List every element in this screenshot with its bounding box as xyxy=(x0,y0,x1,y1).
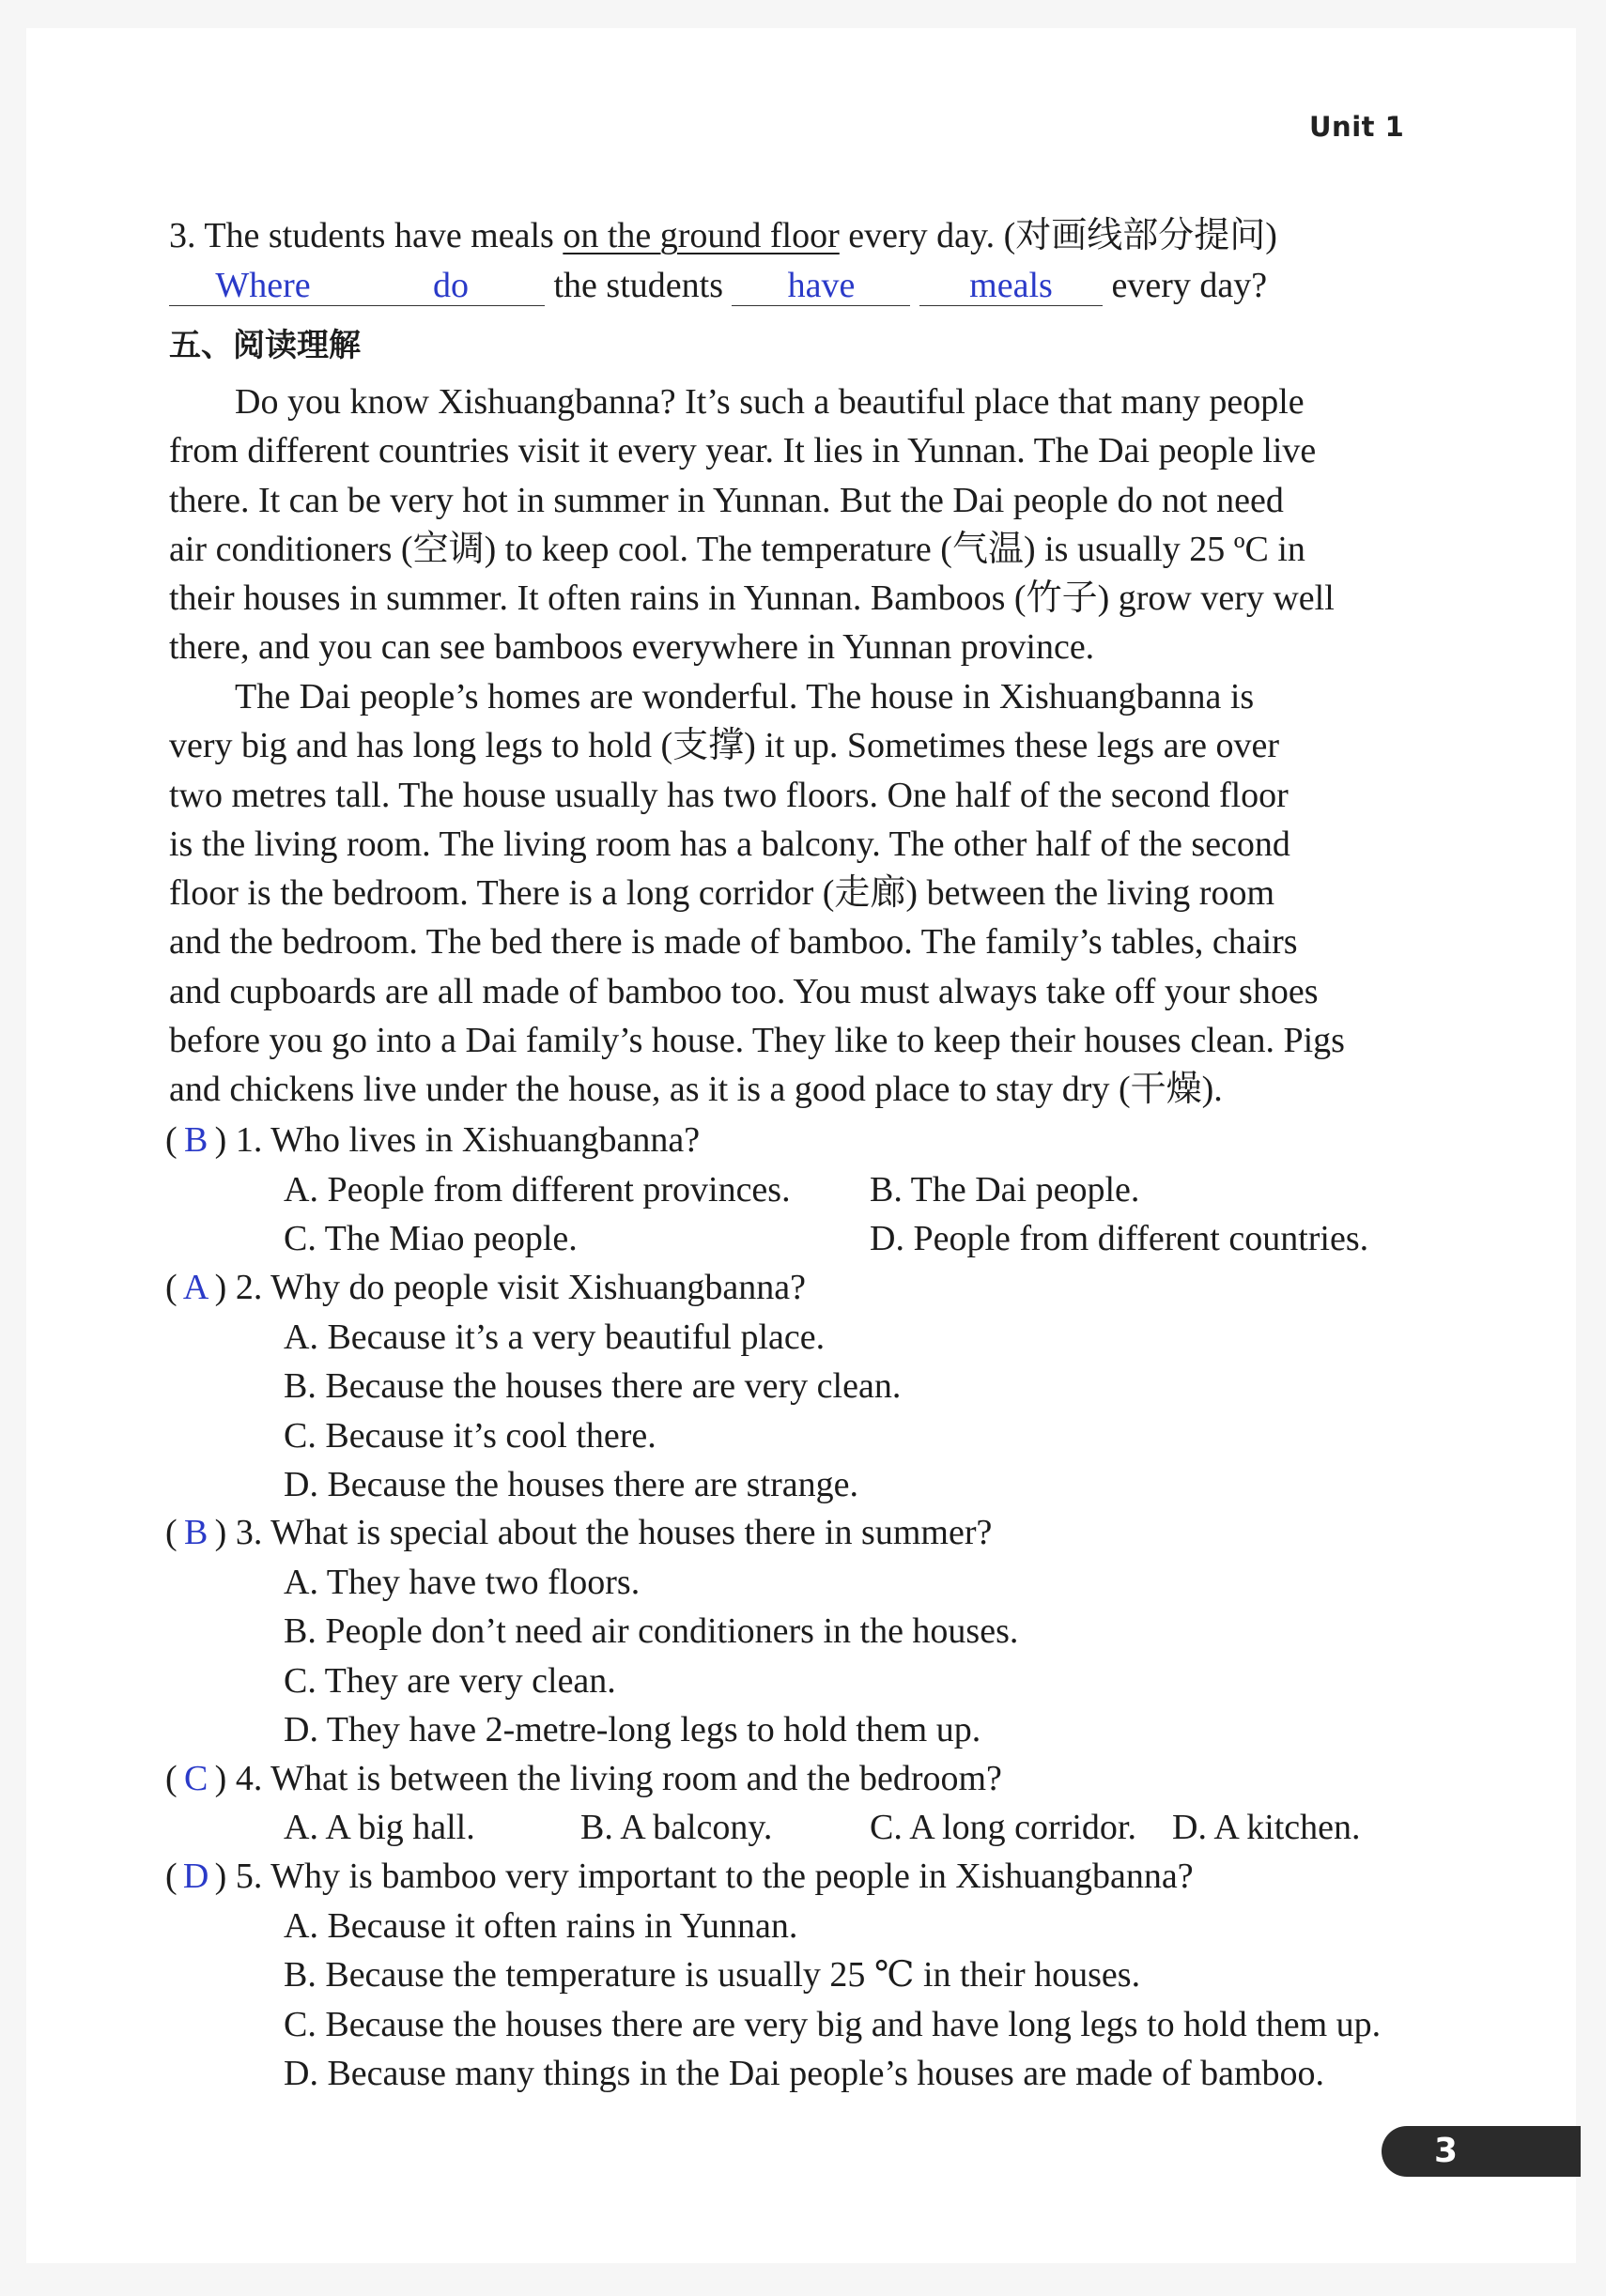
question-1: ( B ) 1. Who lives in Xishuangbanna? xyxy=(165,1116,700,1164)
answer-4[interactable]: C xyxy=(183,1759,208,1798)
q3-options xyxy=(284,1558,1018,1754)
q5-option-a: A. Because it often rains in Yunnan. xyxy=(284,1906,798,1946)
q4-option-c: C. A long corridor. xyxy=(870,1808,1136,1847)
q5-option-d: D. Because many things in the Dai people’s houses are made of bamboo. xyxy=(284,2053,1325,2093)
answer-2[interactable]: A xyxy=(182,1268,209,1307)
q3-option-a: A. They have two floors. xyxy=(284,1563,641,1602)
q2-option-d: D. Because the houses there are strange. xyxy=(284,1464,858,1504)
q2-option-a: A. Because it’s a very beautiful place. xyxy=(284,1318,826,1357)
question-4: ( C ) 4. What is between the living room and the bedroom? xyxy=(165,1754,1002,1803)
q1-option-b: B. The Dai people. xyxy=(870,1170,1140,1210)
answer-3[interactable]: B xyxy=(183,1513,208,1552)
q4-option-a: A. A big hall. xyxy=(284,1808,475,1847)
section-heading: 五、阅读理解 xyxy=(169,327,361,364)
q3-option-b: B. People don’t need air conditioners in the houses. xyxy=(284,1611,1019,1652)
q3-prompt: 3. The students have meals on the ground floor every day. (对画线部分提问) xyxy=(169,216,1277,255)
q2-option-b: B. Because the houses there are very clean. xyxy=(284,1366,902,1407)
q3-option-c: C. They are very clean. xyxy=(284,1660,616,1701)
question-3: ( B ) 3. What is special about the houses there in summer? xyxy=(165,1508,992,1557)
answer-blank-1[interactable]: Where xyxy=(169,264,357,306)
q3-answer-line: Where do the students have meals every day? xyxy=(169,261,1267,310)
underlined-phrase: on the ground floor xyxy=(563,216,840,255)
passage-paragraph-1: Do you know Xishuangbanna? It’s such a beautiful place that many people from different countries visit it every year. It lies in Yunnan. The Dai people live there. It can be very hot in summer in Yunnan. But the Dai people do not need air conditioners (空调) to keep cool. The temperature (气温) is usually 25 ºC in their houses in summer. It often rains in Yunnan. Bamboos (竹子) grow very well there, and you can see bamboos everywhere in Yunnan province. xyxy=(169,382,1335,668)
q3-option-d: D. They have 2-metre-long legs to hold them up. xyxy=(284,1709,981,1749)
q4-option-b: B. A balcony. xyxy=(580,1808,773,1847)
q2-options xyxy=(284,1313,901,1509)
q1-option-d: D. People from different countries. xyxy=(870,1219,1369,1258)
page-number-tab: 3 xyxy=(1382,2126,1581,2177)
q5-options xyxy=(284,1902,1381,2098)
q2-option-c: C. Because it’s cool there. xyxy=(284,1415,656,1456)
q1-option-a: A. People from different provinces. xyxy=(284,1170,791,1210)
q5-option-c: C. Because the houses there are very big and have long legs to hold them up. xyxy=(284,2004,1382,2044)
answer-blank-3[interactable]: have xyxy=(732,264,910,306)
question-5: ( D ) 5. Why is bamboo very important to the people in Xishuangbanna? xyxy=(165,1852,1194,1901)
unit-label: Unit 1 xyxy=(1309,111,1405,143)
q4-option-d: D. A kitchen. xyxy=(1172,1808,1361,1847)
q5-option-b: B. Because the temperature is usually 25 ℃ in their houses. xyxy=(284,1955,1141,1996)
answer-blank-4[interactable]: meals xyxy=(919,264,1103,306)
q1-option-c: C. The Miao people. xyxy=(284,1219,578,1258)
passage-paragraph-2: The Dai people’s homes are wonderful. The house in Xishuangbanna is very big and has long legs to hold (支撑) it up. Sometimes these legs are over two metres tall. The house usually has two floors. One half of the second floor is the living room. The living room has a balcony. The other half of the second floor is the bedroom. There is a long corridor (走廊) between the living room and the bedroom. The bed there is made of bamboo. The family’s tables, chairs and cupboards are all made of bamboo too. You must always take off your shoes before you go into a Dai family’s house. They like to keep their houses clean. Pigs and chickens live under the house, as it is a good place to stay dry (干燥). xyxy=(169,677,1345,1110)
answer-blank-2[interactable]: do xyxy=(357,264,545,306)
answer-1[interactable]: B xyxy=(183,1120,208,1160)
answer-5[interactable]: D xyxy=(182,1857,209,1896)
question-2: ( A ) 2. Why do people visit Xishuangbanna? xyxy=(165,1263,806,1312)
